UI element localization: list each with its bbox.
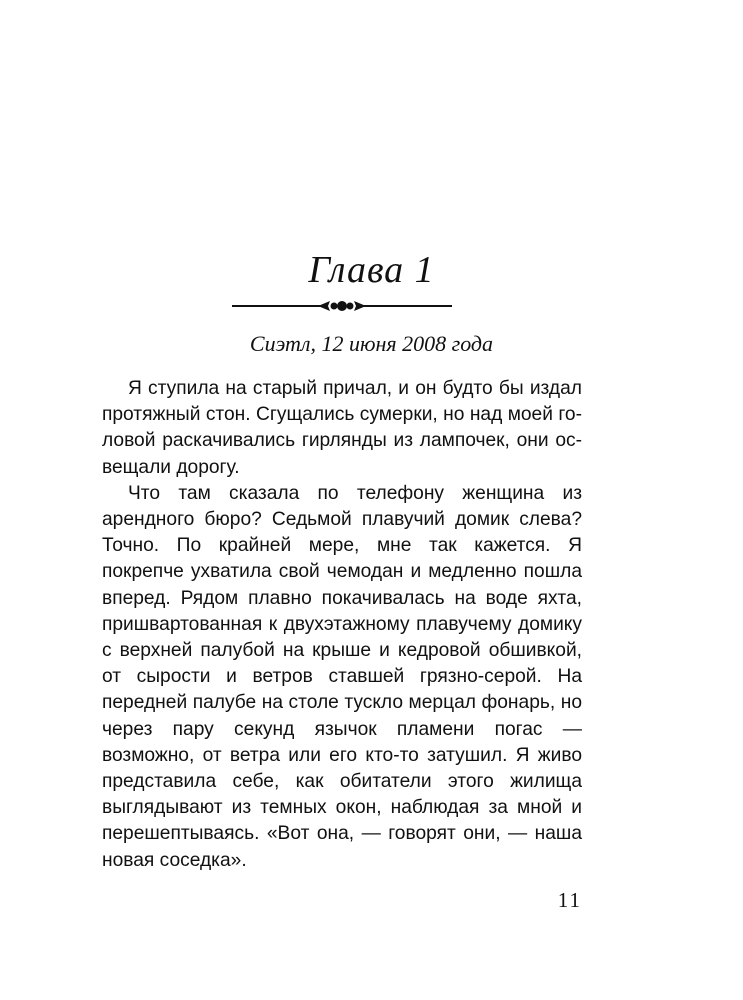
chapter-title: Глава 1 bbox=[308, 249, 435, 291]
paragraph: Что там сказала по телефону женщина из арендного бюро? Седьмой плавучий домик слева? Точно. По крайней мере, мне так кажется. Я покрепче ухватила свой чемодан и медленно пошла вперед. Рядом плавно покачивалась на воде яхта, пришвартованная к двухэтажному плавучему домику с верхней палубой на крыше и кедровой обшивкой, от сырости и ветров ставшей грязно-серой. На передней палубе на столе тускло мерцал фонарь, но через пару секунд язычок пламени погас — возможно, от ветра или его кто-то затушил. Я живо представила себе, как обитатели этого жилища выглядывают из темных окон, наблюдая за мной и перешептываясь. «Вот она, — говорят они, — наша новая соседка». bbox=[102, 482, 582, 871]
page-number: 11 bbox=[557, 888, 582, 912]
ornament-divider bbox=[232, 296, 452, 316]
body-text bbox=[102, 376, 582, 874]
paragraph: Я ступила на старый причал, и он будто бы издал протяжный стон. Сгущались сумерки, но над моей головой раскачивались гирлянды из лампочек, они освещали дорогу. bbox=[102, 378, 582, 478]
chapter-subtitle: Сиэтл, 12 июня 2008 года bbox=[249, 331, 494, 356]
